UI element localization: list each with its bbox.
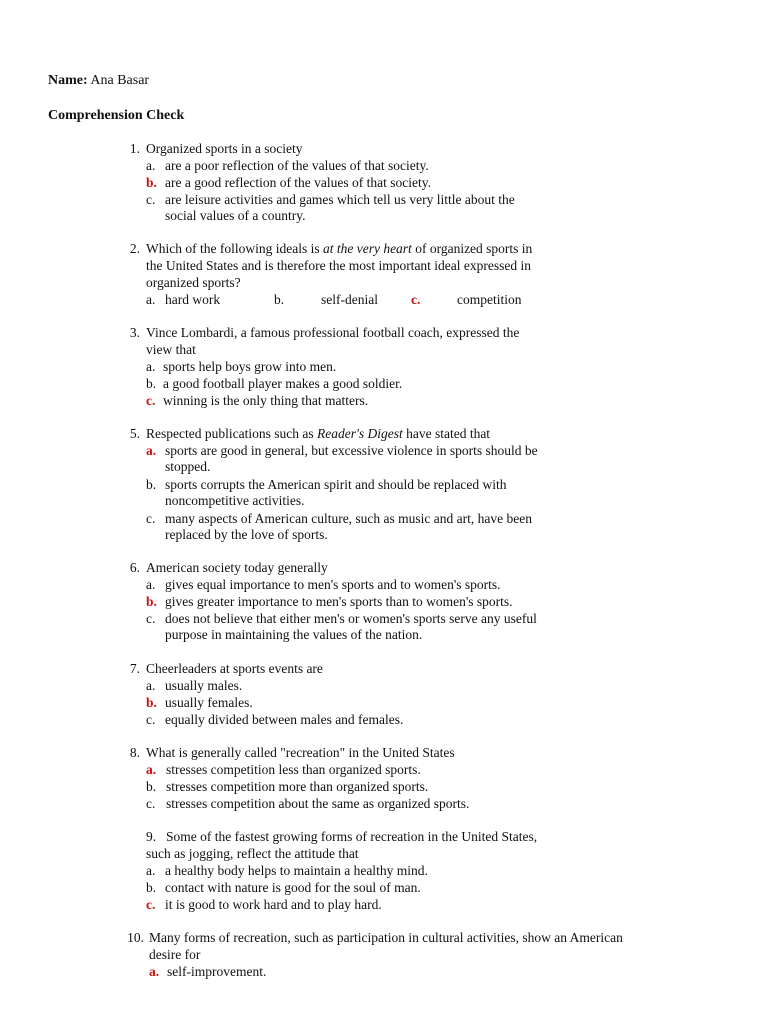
option-text: self-improvement. xyxy=(167,964,267,979)
option-letter-correct: a. xyxy=(149,964,160,979)
question-number: 3. xyxy=(129,325,140,340)
option-text-continued: stopped. xyxy=(165,459,211,474)
option-text: are a good reflection of the values of that society. xyxy=(165,175,432,190)
option-letter: c. xyxy=(146,712,156,727)
option-letter-correct: c. xyxy=(146,897,156,912)
option-text: sports help boys grow into men. xyxy=(163,359,337,374)
option-text-continued: noncompetitive activities. xyxy=(165,493,305,508)
option-text: it is good to work hard and to play hard. xyxy=(165,897,382,912)
option-text: gives greater importance to men's sports than to women's sports. xyxy=(165,594,513,609)
question-stem: American society today generally xyxy=(146,560,328,575)
option-letter: b. xyxy=(146,880,157,895)
stem-emphasis: at the very heart xyxy=(322,241,412,256)
question-stem: Vince Lombardi, a famous professional football coach, expressed the xyxy=(146,325,520,340)
option-text: usually males. xyxy=(165,678,243,693)
option-letter: a. xyxy=(146,678,156,693)
stem-text: Which of the following ideals is xyxy=(146,241,323,256)
option-letter: a. xyxy=(146,158,156,173)
option-text: a healthy body helps to maintain a healthy mind. xyxy=(165,863,428,878)
question-number: 8. xyxy=(129,745,140,760)
option-text: hard work xyxy=(165,292,221,307)
option-text: does not believe that either men's or women's sports serve any useful xyxy=(165,611,537,626)
question-number: 5. xyxy=(129,426,140,441)
option-letter: b. xyxy=(146,779,157,794)
question-stem-continued: desire for xyxy=(149,947,201,962)
question-number: 7. xyxy=(129,661,140,676)
question-number: 1. xyxy=(129,141,140,156)
option-text: winning is the only thing that matters. xyxy=(163,393,369,408)
option-text: stresses competition more than organized sports. xyxy=(166,779,429,794)
option-letter: a. xyxy=(146,292,156,307)
option-letter: a. xyxy=(146,863,156,878)
option-letter: a. xyxy=(146,577,156,592)
option-text-continued: replaced by the love of sports. xyxy=(165,527,328,542)
option-text: equally divided between males and females. xyxy=(165,712,404,727)
stem-text: have stated that xyxy=(402,426,491,441)
option-text-continued: social values of a country. xyxy=(165,208,306,223)
option-letter: b. xyxy=(146,376,157,391)
stem-text: of organized sports in xyxy=(411,241,533,256)
option-letter: c. xyxy=(146,611,156,626)
question-stem-continued: the United States and is therefore the most important ideal expressed in xyxy=(146,258,532,273)
option-text: many aspects of American culture, such as music and art, have been xyxy=(165,511,532,526)
option-letter: c. xyxy=(146,796,156,811)
option-letter-correct: b. xyxy=(146,695,157,710)
name-line xyxy=(48,73,149,89)
question-stem-continued: such as jogging, reflect the attitude that xyxy=(146,846,359,861)
option-text: sports are good in general, but excessive violence in sports should be xyxy=(165,443,538,458)
option-letter: b. xyxy=(274,292,285,307)
name-label: Name: xyxy=(48,73,88,88)
question-stem: Some of the fastest growing forms of recreation in the United States, xyxy=(166,829,538,844)
option-text: are a poor reflection of the values of that society. xyxy=(165,158,429,173)
option-text: contact with nature is good for the soul of man. xyxy=(165,880,421,895)
question-number: 10. xyxy=(127,930,144,945)
option-letter: a. xyxy=(146,359,156,374)
option-text: are leisure activities and games which tell us very little about the xyxy=(165,192,515,207)
question-number: 6. xyxy=(129,560,140,575)
question-stem: Many forms of recreation, such as participation in cultural activities, show an American xyxy=(149,930,623,945)
option-letter: c. xyxy=(146,192,156,207)
option-text: sports corrupts the American spirit and should be replaced with xyxy=(165,477,507,492)
option-text: stresses competition about the same as organized sports. xyxy=(166,796,470,811)
question-stem xyxy=(146,241,532,258)
option-letter-correct: b. xyxy=(146,594,157,609)
question-stem: Cheerleaders at sports events are xyxy=(146,661,323,676)
question-number: 2. xyxy=(129,241,140,256)
option-text: competition xyxy=(457,292,522,307)
option-letter: c. xyxy=(146,511,156,526)
student-name: Ana Basar xyxy=(90,73,150,88)
stem-emphasis: Reader's Digest xyxy=(316,426,403,441)
option-letter: b. xyxy=(146,477,157,492)
question-stem: Organized sports in a society xyxy=(146,141,303,156)
option-letter-correct: c. xyxy=(411,292,421,307)
question-stem: What is generally called "recreation" in the United States xyxy=(146,745,455,760)
option-letter-correct: a. xyxy=(146,443,157,458)
option-text: a good football player makes a good soldier. xyxy=(163,376,403,391)
section-title: Comprehension Check xyxy=(48,108,185,123)
question-stem xyxy=(146,426,490,443)
option-text-continued: purpose in maintaining the values of the nation. xyxy=(165,627,423,642)
stem-text: Respected publications such as xyxy=(146,426,317,441)
option-letter-correct: c. xyxy=(146,393,156,408)
option-text: usually females. xyxy=(165,695,253,710)
option-letter-correct: a. xyxy=(146,762,157,777)
option-text: gives equal importance to men's sports and to women's sports. xyxy=(165,577,501,592)
option-text: self-denial xyxy=(321,292,378,307)
question-stem-continued: organized sports? xyxy=(146,275,241,290)
question-stem-continued: view that xyxy=(146,342,196,357)
option-text: stresses competition less than organized sports. xyxy=(166,762,421,777)
question-number: 9. xyxy=(146,829,157,844)
option-letter-correct: b. xyxy=(146,175,157,190)
